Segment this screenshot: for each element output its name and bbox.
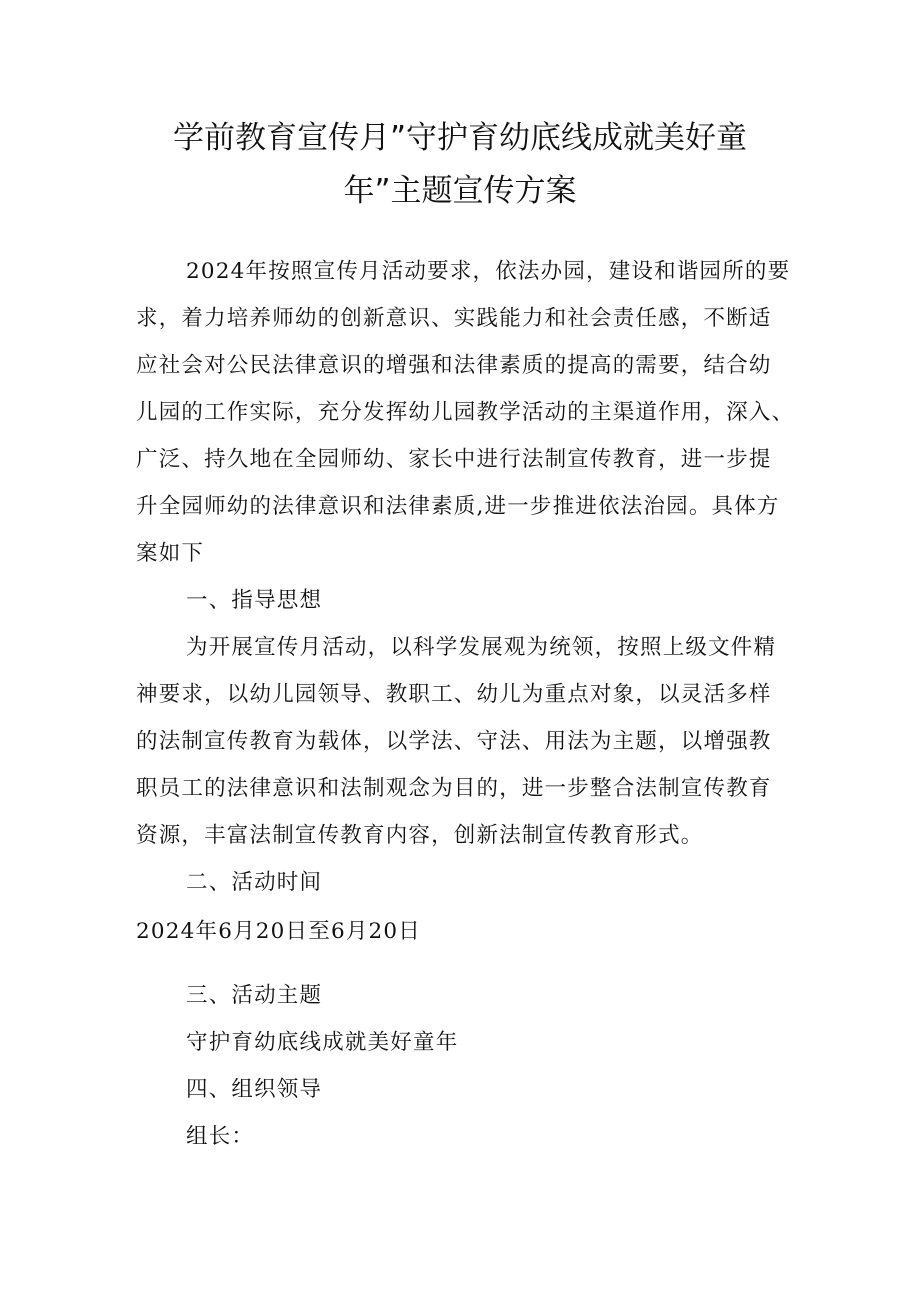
intro-line: 2024年按照宣传月活动要求，依法办园，建设和谐园所的要 [186, 259, 791, 284]
team-leader-label: 组长： [186, 1124, 255, 1149]
section1-line: 职员工的法律意识和法制观念为目的，进一步整合法制宣传教育 [136, 776, 772, 801]
section1-line: 的法制宣传教育为载体，以学法、守法、用法为主题，以增强教 [136, 729, 772, 754]
activity-theme-text: 守护育幼底线成就美好童年 [186, 1030, 459, 1055]
intro-line: 案如下 [136, 541, 205, 566]
section-heading-guiding-ideology: 一、指导思想 [186, 588, 323, 613]
section1-line: 资源，丰富法制宣传教育内容，创新法制宣传教育形式。 [136, 823, 704, 848]
intro-line: 广泛、持久地在全园师幼、家长中进行法制宣传教育，进一步提 [136, 447, 772, 472]
section-heading-organization: 四、组织领导 [186, 1077, 323, 1102]
intro-line: 应社会对公民法律意识的增强和法律素质的提高的需要，结合幼 [136, 353, 772, 378]
intro-line: 升全园师幼的法律意识和法律素质,进一步推进依法治园。具体方 [136, 494, 780, 519]
activity-time-text: 2024年6月20日至6月20日 [136, 919, 421, 944]
intro-line: 儿园的工作实际，充分发挥幼儿园教学活动的主渠道作用，深入、 [136, 400, 795, 425]
section-heading-activity-theme: 三、活动主题 [186, 983, 323, 1008]
section1-line: 为开展宣传月活动，以科学发展观为统领，按照上级文件精 [186, 635, 777, 660]
section1-line: 神要求，以幼儿园领导、教职工、幼儿为重点对象，以灵活多样 [136, 682, 772, 707]
document-title-line-2: 年”主题宣传方案 [343, 173, 577, 209]
intro-line: 求，着力培养师幼的创新意识、实践能力和社会责任感，不断适 [136, 306, 772, 331]
section-heading-activity-time: 二、活动时间 [186, 870, 323, 895]
document-title-line-1: 学前教育宣传月”守护育幼底线成就美好童 [172, 120, 748, 156]
